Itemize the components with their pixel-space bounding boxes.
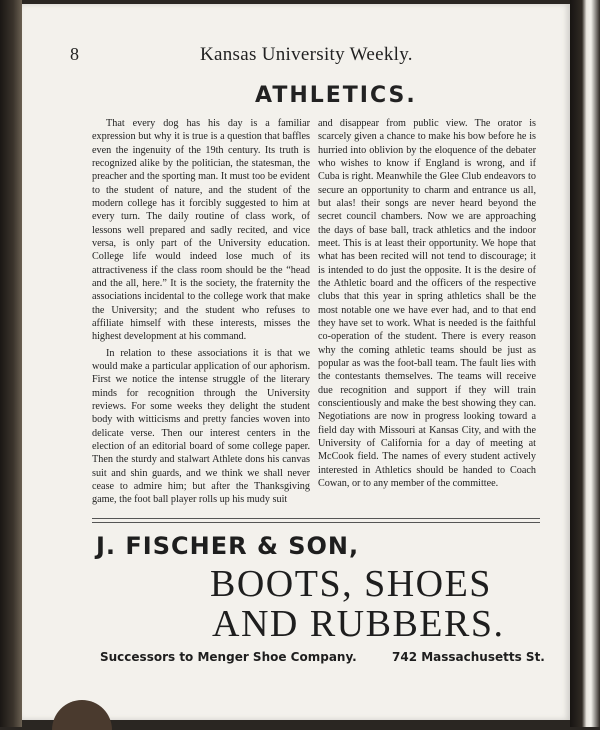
page-number: 8 [70, 44, 79, 64]
publication-title: Kansas University Weekly. [200, 44, 413, 65]
ad-headline: BOOTS, SHOES [210, 563, 492, 605]
divider [92, 518, 540, 519]
divider [92, 522, 540, 523]
book-spine [570, 0, 600, 727]
article-paragraph: That every dog has his day is a familiar expression but why it is true is a question that baffles even the ingenuity of the 19th century. Its truth is recognized alike by the politician, the statesman, the preacher and the sporting man. It must too be evident to the student of nature, and the student of the modern college has it forcibly suggested to him at every turn. The daily routine of class work, of lessons well prepared and sadly recited, and vice versa, is only part of the University education. College life would indeed lose much of its attractiveness if the class room should be the “head and the all, here.” It is the society, the fraternity the associations incidental to the college work that make the University; and the student who refuses to affiliate himself with these interests, misses the highest development at his command. [92, 118, 310, 343]
article-paragraph: and disappear from public view. The orator is scarcely given a chance to make his bow before he is hurried into oblivion by the eloquence of the debater who wishes to know if England is wrong, and if Cuba is right. Meanwhile the Glee Club endeavors to secure an opportunity to charm and entrance us all, but alas! their songs are never heard beyond the secret council chambers. Now we are approaching the days of base ball, track athletics and the indoor meet. This is at least their opportunity. We hope that what has been recited will not tend to discourage; it is intended to do just the opposite. It is the desire of the Athletic board and the officers of the respective clubs that this year in spring athletics shall be the most notable one we have ever had, and to that end they have set to work. What is needed is the faithful co-operation of the student. There is every reason why the coming athletic teams should be just as popular as was the foot-ball team. The fault lies with the contestants themselves. The teams will receive due recognition and support if they will train conscientiously and make the best showing they can. Negotiations are now in progress looking toward a field day with Missouri at Kansas City, and with the University of California for a day of meeting at McCook field. The names of every student actively interested in Athletics should be handed to Coach Cowan, or to any member of the committee. [318, 118, 536, 489]
article-right-column [318, 117, 536, 490]
advertiser-name: J. FISCHER & SON, [96, 532, 360, 560]
ad-headline: AND RUBBERS. [212, 603, 505, 645]
ad-successors: Successors to Menger Shoe Company. [100, 650, 357, 664]
article-title: ATHLETICS. [255, 83, 417, 108]
article-left-column [92, 117, 310, 507]
article-paragraph: In relation to these associations it is that we would make a particular application of our aphorism. First we notice the intense struggle of the literary minds for recognition through the University reviews. For some weeks they delight the student body with witticisms and pretty fancies woven into delicate verse. Then our interest centers in the election of an editorial board of some college paper. Then the sturdy and stalwart Athlete dons his canvas suit and shin guards, and we think we shall never cease to admire him; but after the Thanksgiving game, the foot ball player rolls up his mudy suit [92, 347, 310, 506]
running-header [70, 44, 440, 70]
book-left-edge [0, 0, 22, 727]
ad-address: 742 Massachusetts St. [392, 650, 545, 664]
